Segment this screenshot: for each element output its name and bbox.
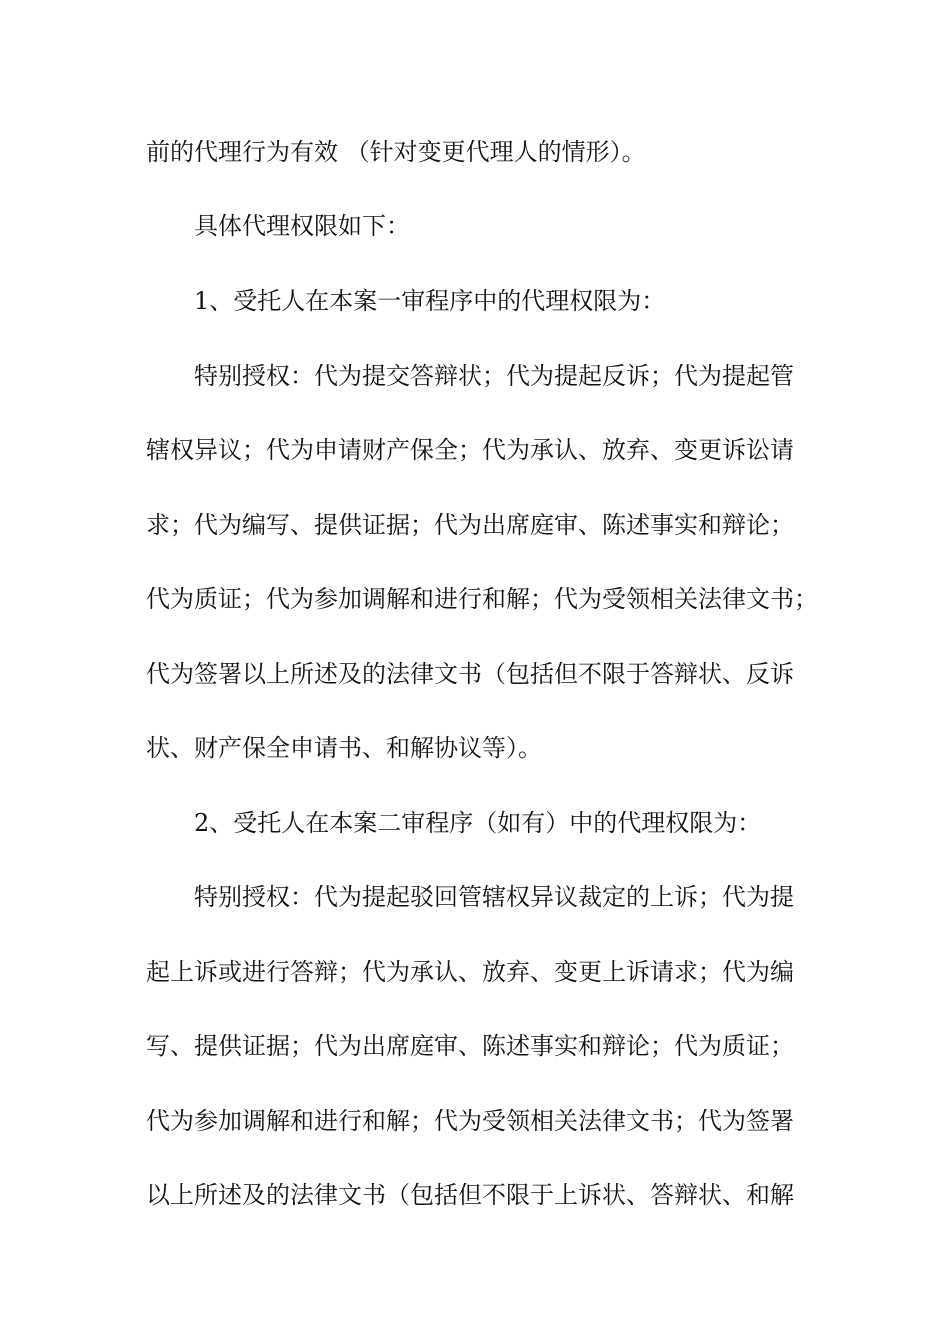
text-line-9: 状、财产保全申请书、和解协议等）。 (146, 734, 542, 762)
text-line-11: 特别授权：代为提起驳回管辖权异议裁定的上诉；代为提 (194, 883, 794, 911)
text-line-10: 2、受托人在本案二审程序（如有）中的代理权限为： (194, 809, 762, 837)
text-line-2: 具体代理权限如下： (194, 212, 410, 240)
text-line-3: 1、受托人在本案一审程序中的代理权限为： (194, 287, 666, 315)
text-line-4: 特别授权：代为提交答辩状；代为提起反诉；代为提起管 (194, 362, 794, 390)
text-line-15: 以上所述及的法律文书（包括但不限于上诉状、答辩状、和解 (146, 1181, 794, 1209)
text-line-12: 起上诉或进行答辩；代为承认、放弃、变更上诉请求；代为编 (146, 958, 794, 986)
text-line-6: 求；代为编写、提供证据；代为出席庭审、陈述事实和辩论； (146, 511, 794, 539)
text-line-1: 前的代理行为有效 （针对变更代理人的情形）。 (146, 138, 646, 166)
text-line-5: 辖权异议；代为申请财产保全；代为承认、放弃、变更诉讼请 (146, 436, 794, 464)
text-line-14: 代为参加调解和进行和解；代为受领相关法律文书；代为签署 (146, 1107, 794, 1135)
text-line-8: 代为签署以上所述及的法律文书（包括但不限于答辩状、反诉 (146, 660, 794, 688)
text-line-7: 代为质证；代为参加调解和进行和解；代为受领相关法律文书； (146, 585, 818, 613)
text-line-13: 写、提供证据；代为出席庭审、陈述事实和辩论；代为质证； (146, 1032, 794, 1060)
